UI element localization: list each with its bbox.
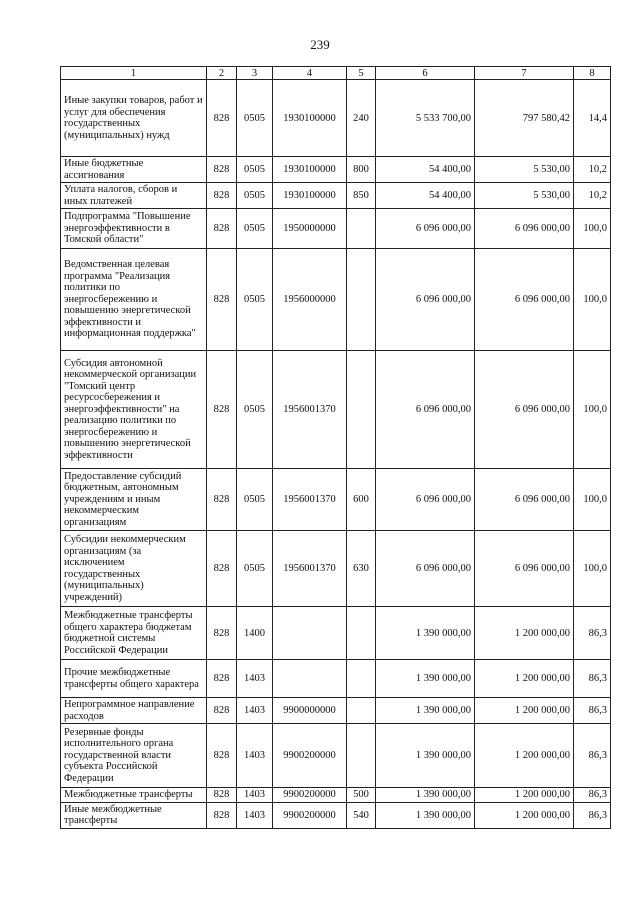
row-name: Межбюджетные трансферты [61, 788, 207, 803]
section-code: 1403 [237, 788, 273, 803]
administrator-code: 828 [207, 724, 237, 788]
planned-amount: 1 390 000,00 [376, 724, 475, 788]
actual-amount: 797 580,42 [475, 80, 574, 157]
planned-amount: 5 533 700,00 [376, 80, 475, 157]
table-row [61, 607, 611, 660]
target-code: 9900000000 [273, 698, 347, 724]
planned-amount: 1 390 000,00 [376, 698, 475, 724]
column-header: 6 [376, 67, 475, 80]
administrator-code: 828 [207, 209, 237, 249]
section-code: 0505 [237, 157, 273, 183]
execution-percent: 86,3 [574, 788, 611, 803]
actual-amount: 6 096 000,00 [475, 351, 574, 469]
row-name: Непрограммное направление расходов [61, 698, 207, 724]
execution-percent: 86,3 [574, 724, 611, 788]
actual-amount: 6 096 000,00 [475, 469, 574, 531]
target-code: 1956001370 [273, 351, 347, 469]
row-name: Субсидия автономной некоммерческой организации "Томский центр ресурсосбережения и энергоэффективности" на реализацию политики по энергосбережению и повышению энергетической эффективности [61, 351, 207, 469]
planned-amount: 6 096 000,00 [376, 351, 475, 469]
execution-percent: 10,2 [574, 157, 611, 183]
table-row [61, 660, 611, 698]
actual-amount: 1 200 000,00 [475, 802, 574, 828]
table-row [61, 351, 611, 469]
expense-type-code: 500 [347, 788, 376, 803]
row-name: Подпрограмма "Повышение энергоэффективности в Томской области" [61, 209, 207, 249]
row-name: Ведомственная целевая программа "Реализация политики по энергосбережению и повышению энергетической эффективности и информационная поддержка" [61, 249, 207, 351]
expense-type-code [347, 660, 376, 698]
expense-type-code: 240 [347, 80, 376, 157]
expense-type-code [347, 607, 376, 660]
section-code: 1403 [237, 724, 273, 788]
target-code: 9900200000 [273, 802, 347, 828]
administrator-code: 828 [207, 469, 237, 531]
table-row [61, 698, 611, 724]
table-row [61, 80, 611, 157]
planned-amount: 54 400,00 [376, 183, 475, 209]
page-number: 239 [310, 37, 330, 52]
table-row [61, 724, 611, 788]
administrator-code: 828 [207, 80, 237, 157]
planned-amount: 1 390 000,00 [376, 788, 475, 803]
expense-type-code [347, 209, 376, 249]
administrator-code: 828 [207, 698, 237, 724]
target-code: 1950000000 [273, 209, 347, 249]
planned-amount: 1 390 000,00 [376, 660, 475, 698]
row-name: Субсидии некоммерческим организациям (за исключением государственных (муниципальных) учреждений) [61, 531, 207, 607]
section-code: 1403 [237, 660, 273, 698]
actual-amount: 5 530,00 [475, 157, 574, 183]
planned-amount: 6 096 000,00 [376, 249, 475, 351]
section-code: 0505 [237, 249, 273, 351]
execution-percent: 14,4 [574, 80, 611, 157]
column-header: 1 [61, 67, 207, 80]
execution-percent: 100,0 [574, 249, 611, 351]
actual-amount: 6 096 000,00 [475, 209, 574, 249]
table-row [61, 802, 611, 828]
administrator-code: 828 [207, 183, 237, 209]
section-code: 0505 [237, 80, 273, 157]
planned-amount: 6 096 000,00 [376, 469, 475, 531]
column-header: 3 [237, 67, 273, 80]
administrator-code: 828 [207, 607, 237, 660]
actual-amount: 1 200 000,00 [475, 607, 574, 660]
expense-type-code: 630 [347, 531, 376, 607]
table-row [61, 469, 611, 531]
section-code: 1403 [237, 698, 273, 724]
execution-percent: 100,0 [574, 209, 611, 249]
target-code [273, 607, 347, 660]
planned-amount: 6 096 000,00 [376, 531, 475, 607]
column-header: 5 [347, 67, 376, 80]
execution-percent: 10,2 [574, 183, 611, 209]
expense-type-code [347, 249, 376, 351]
actual-amount: 6 096 000,00 [475, 531, 574, 607]
expense-type-code [347, 698, 376, 724]
row-name: Иные межбюджетные трансферты [61, 802, 207, 828]
header-row [61, 67, 611, 80]
expense-type-code: 850 [347, 183, 376, 209]
execution-percent: 100,0 [574, 531, 611, 607]
administrator-code: 828 [207, 531, 237, 607]
row-name: Резервные фонды исполнительного органа государственной власти субъекта Российской Федерации [61, 724, 207, 788]
table-row [61, 788, 611, 803]
column-header: 8 [574, 67, 611, 80]
section-code: 1403 [237, 802, 273, 828]
expense-type-code: 600 [347, 469, 376, 531]
expense-type-code: 800 [347, 157, 376, 183]
administrator-code: 828 [207, 788, 237, 803]
target-code: 1956001370 [273, 531, 347, 607]
row-name: Иные бюджетные ассигнования [61, 157, 207, 183]
actual-amount: 1 200 000,00 [475, 660, 574, 698]
planned-amount: 1 390 000,00 [376, 607, 475, 660]
actual-amount: 1 200 000,00 [475, 724, 574, 788]
administrator-code: 828 [207, 660, 237, 698]
actual-amount: 1 200 000,00 [475, 788, 574, 803]
section-code: 0505 [237, 469, 273, 531]
actual-amount: 1 200 000,00 [475, 698, 574, 724]
column-header: 2 [207, 67, 237, 80]
section-code: 1400 [237, 607, 273, 660]
target-code: 9900200000 [273, 724, 347, 788]
administrator-code: 828 [207, 249, 237, 351]
administrator-code: 828 [207, 802, 237, 828]
column-header: 7 [475, 67, 574, 80]
planned-amount: 54 400,00 [376, 157, 475, 183]
row-name: Иные закупки товаров, работ и услуг для обеспечения государственных (муниципальных) нужд [61, 80, 207, 157]
table-row [61, 209, 611, 249]
table-row [61, 531, 611, 607]
target-code: 1930100000 [273, 183, 347, 209]
section-code: 0505 [237, 531, 273, 607]
table-row [61, 157, 611, 183]
target-code: 1930100000 [273, 157, 347, 183]
planned-amount: 1 390 000,00 [376, 802, 475, 828]
execution-percent: 86,3 [574, 802, 611, 828]
budget-table [60, 66, 611, 829]
administrator-code: 828 [207, 351, 237, 469]
expense-type-code [347, 724, 376, 788]
execution-percent: 100,0 [574, 469, 611, 531]
execution-percent: 86,3 [574, 698, 611, 724]
target-code: 9900200000 [273, 788, 347, 803]
administrator-code: 828 [207, 157, 237, 183]
expense-type-code [347, 351, 376, 469]
execution-percent: 100,0 [574, 351, 611, 469]
expense-type-code: 540 [347, 802, 376, 828]
table-row [61, 249, 611, 351]
row-name: Межбюджетные трансферты общего характера бюджетам бюджетной системы Российской Федерации [61, 607, 207, 660]
column-header: 4 [273, 67, 347, 80]
section-code: 0505 [237, 351, 273, 469]
table-row [61, 183, 611, 209]
target-code: 1930100000 [273, 80, 347, 157]
actual-amount: 6 096 000,00 [475, 249, 574, 351]
section-code: 0505 [237, 183, 273, 209]
execution-percent: 86,3 [574, 607, 611, 660]
planned-amount: 6 096 000,00 [376, 209, 475, 249]
section-code: 0505 [237, 209, 273, 249]
target-code [273, 660, 347, 698]
execution-percent: 86,3 [574, 660, 611, 698]
target-code: 1956001370 [273, 469, 347, 531]
row-name: Предоставление субсидий бюджетным, автономным учреждениям и иным некоммерческим организациям [61, 469, 207, 531]
actual-amount: 5 530,00 [475, 183, 574, 209]
row-name: Прочие межбюджетные трансферты общего характера [61, 660, 207, 698]
row-name: Уплата налогов, сборов и иных платежей [61, 183, 207, 209]
target-code: 1956000000 [273, 249, 347, 351]
